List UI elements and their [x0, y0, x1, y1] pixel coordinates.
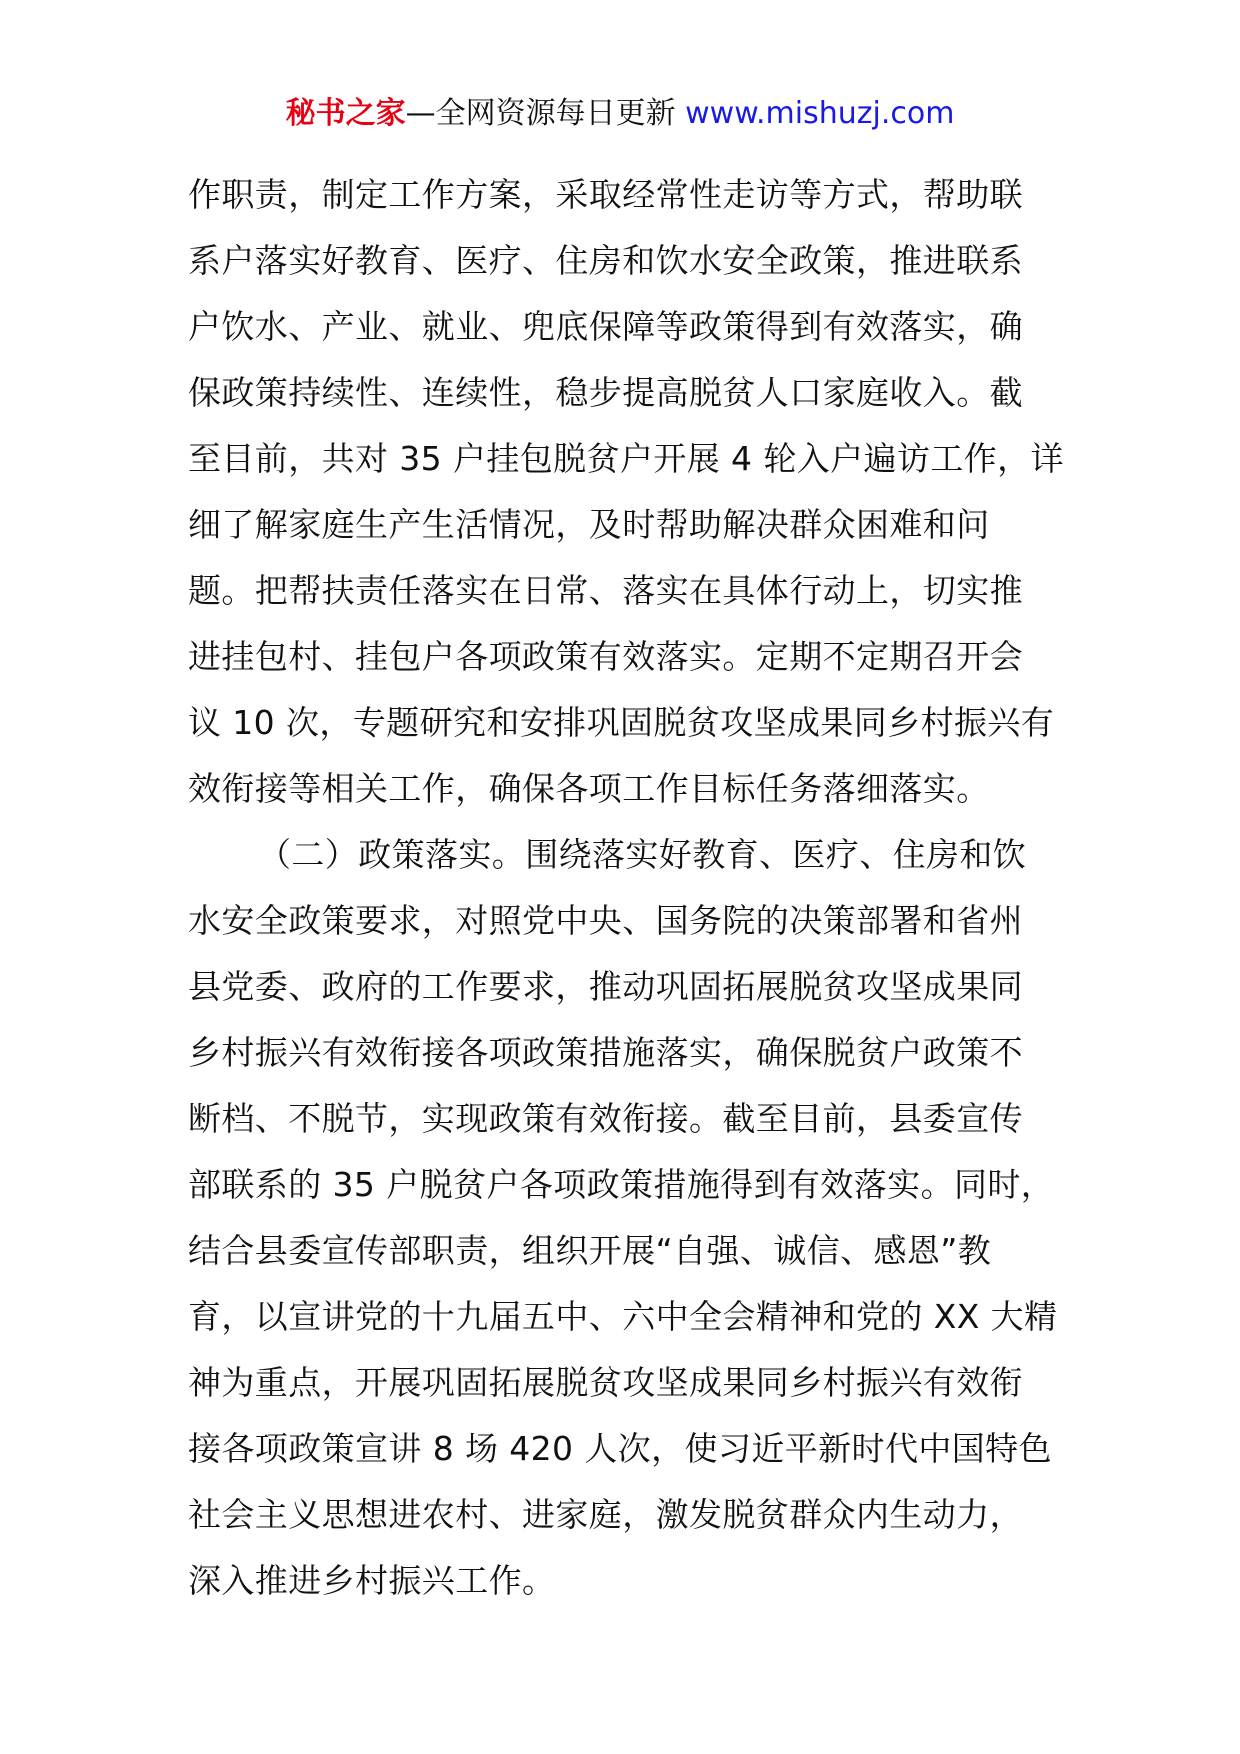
text-line: 社会主义思想进农村、进家庭，激发脱贫群众内生动力，: [188, 1495, 1023, 1534]
header-slogan: —全网资源每日更新: [405, 96, 676, 131]
text-line: 深入推进乡村振兴工作。: [188, 1561, 556, 1600]
text-line: 育，以宣讲党的十九届五中、六中全会精神和党的 XX 大精: [188, 1297, 1058, 1336]
brand-name: 秘书之家: [285, 96, 406, 131]
text-line: 结合县委宣传部职责，组织开展“自强、诚信、感恩”教: [188, 1231, 992, 1270]
text-line: 效衔接等相关工作，确保各项工作目标任务落细落实。: [188, 769, 990, 808]
text-line: 部联系的 35 户脱贫户各项政策措施得到有效落实。同时，: [188, 1165, 1055, 1204]
text-line: 进挂包村、挂包户各项政策有效落实。定期不定期召开会: [188, 637, 1023, 676]
text-line: 议 10 次，专题研究和安排巩固脱贫攻坚成果同乡村振兴有: [188, 703, 1055, 742]
text-line: 题。把帮扶责任落实在日常、落实在具体行动上，切实推: [188, 571, 1023, 610]
text-line: 接各项政策宣讲 8 场 420 人次，使习近平新时代中国特色: [188, 1429, 1052, 1468]
document-body: [188, 162, 1064, 1614]
text-line: 系户落实好教育、医疗、住房和饮水安全政策，推进联系: [188, 241, 1023, 280]
text-line: 神为重点，开展巩固拓展脱贫攻坚成果同乡村振兴有效衔: [188, 1363, 1023, 1402]
text-line: 乡村振兴有效衔接各项政策措施落实，确保脱贫户政策不: [188, 1033, 1023, 1072]
section-heading-line: （二）政策落实。围绕落实好教育、医疗、住房和饮: [258, 835, 1027, 874]
text-line: 断档、不脱节，实现政策有效衔接。截至目前，县委宣传: [188, 1099, 1023, 1138]
site-url-link[interactable]: www.mishuzj.com: [685, 96, 955, 131]
text-line: 县党委、政府的工作要求，推动巩固拓展脱贫攻坚成果同: [188, 967, 1023, 1006]
text-line: 细了解家庭生产生活情况，及时帮助解决群众困难和问: [188, 505, 990, 544]
text-line: 户饮水、产业、就业、兜底保障等政策得到有效落实，确: [188, 307, 1023, 346]
text-line: 作职责，制定工作方案，采取经常性走访等方式，帮助联: [188, 175, 1023, 214]
text-line: 至目前，共对 35 户挂包脱贫户开展 4 轮入户遍访工作，详: [188, 439, 1064, 478]
page-header: [0, 94, 1240, 134]
text-line: 水安全政策要求，对照党中央、国务院的决策部署和省州: [188, 901, 1023, 940]
text-line: 保政策持续性、连续性，稳步提高脱贫人口家庭收入。截: [188, 373, 1023, 412]
